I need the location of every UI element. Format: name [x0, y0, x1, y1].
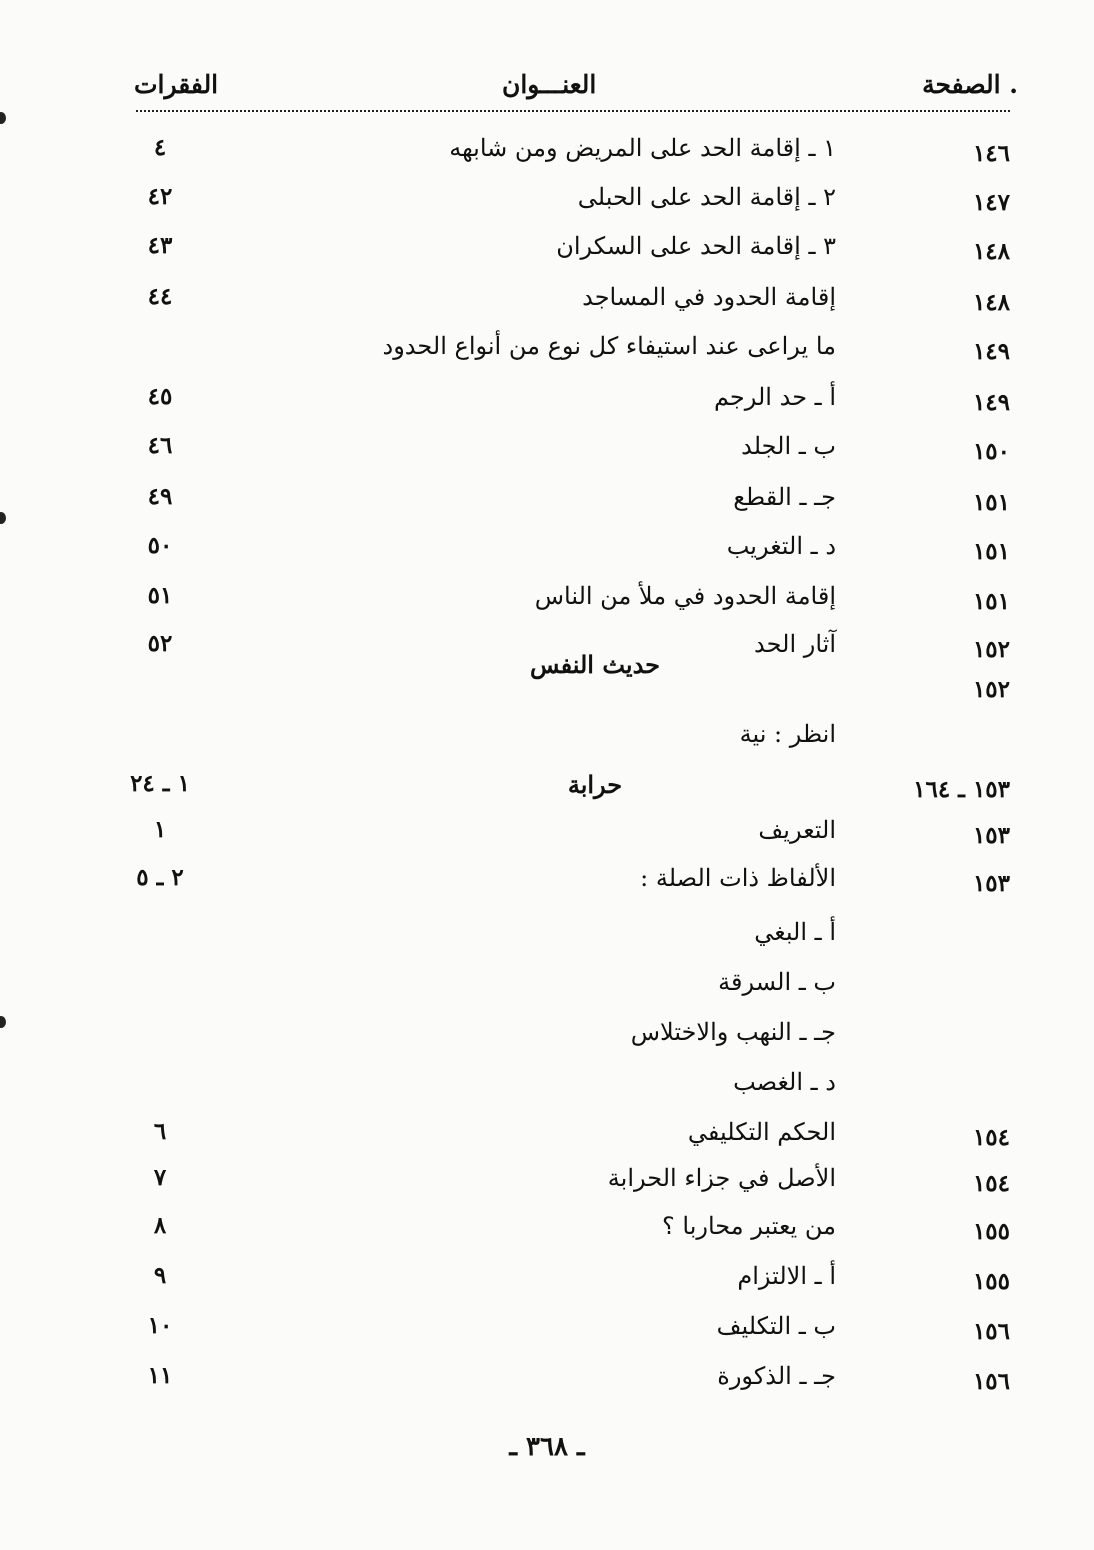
row-title: ١ ـ إقامة الحد على المريض ومن شابهه — [449, 134, 836, 162]
row-paragraphs: ٤٣ — [147, 232, 173, 259]
row-title: إقامة الحدود في المساجد — [582, 283, 836, 311]
row-paragraphs: ٩ — [153, 1262, 167, 1289]
index-row — [0, 332, 1094, 376]
row-title: ما يراعى عند استيفاء كل نوع من أنواع الحدود — [382, 332, 836, 360]
index-row — [0, 582, 1094, 626]
row-page-number: ١٥١ — [972, 489, 1010, 516]
row-title: ب ـ الجلد — [741, 432, 836, 460]
row-title: آثار الحد — [754, 630, 836, 658]
row-page-number: ١٥١ — [972, 538, 1010, 565]
row-title: الحكم التكليفي — [687, 1118, 836, 1146]
row-page-number: ١٤٩ — [972, 389, 1010, 416]
row-paragraphs: ٤٥ — [147, 383, 173, 410]
row-title: انظر : نية — [739, 720, 836, 748]
index-row — [0, 432, 1094, 476]
row-paragraphs: ٤٢ — [147, 183, 173, 210]
index-row — [0, 918, 1094, 962]
index-row — [0, 816, 1094, 860]
row-paragraphs: ٢ ـ ٥ — [136, 864, 184, 891]
row-paragraphs: ١٠ — [147, 1312, 173, 1339]
row-title: الأصل في جزاء الحرابة — [607, 1164, 836, 1192]
row-paragraphs: ١١ — [147, 1362, 173, 1389]
index-row — [0, 532, 1094, 576]
index-row — [0, 183, 1094, 227]
index-row — [0, 650, 1094, 704]
index-row — [0, 1262, 1094, 1306]
row-page-number: ١٤٧ — [972, 189, 1010, 216]
row-heading: حديث النفس — [530, 650, 660, 679]
index-row — [0, 864, 1094, 908]
row-page-number: ١٥٤ — [972, 1124, 1010, 1151]
edge-speck — [0, 112, 6, 124]
row-page-number: ١٤٦ — [972, 140, 1010, 167]
row-page-number: ١٥٤ — [972, 1170, 1010, 1197]
row-title: التعريف — [758, 816, 836, 844]
row-page-number: ١٥٥ — [972, 1218, 1010, 1245]
row-title: د ـ التغريب — [726, 532, 836, 560]
row-paragraphs: ١ — [153, 816, 167, 843]
page-number: ـ ٣٦٨ ـ — [509, 1432, 585, 1462]
row-title: د ـ الغصب — [733, 1068, 836, 1096]
row-page-number: ١٤٨ — [972, 238, 1010, 265]
row-title: أ ـ البغي — [754, 918, 836, 946]
row-title: إقامة الحدود في ملأ من الناس — [534, 582, 836, 610]
row-paragraphs: ٨ — [153, 1212, 167, 1239]
row-page-number: ١٥٣ — [972, 822, 1010, 849]
row-title: ٣ ـ إقامة الحد على السكران — [556, 232, 836, 260]
row-title: ٢ ـ إقامة الحد على الحبلى — [577, 183, 836, 211]
row-page-number: ١٥١ — [972, 588, 1010, 615]
row-title: جـ ـ القطع — [733, 483, 836, 511]
index-row — [0, 1018, 1094, 1062]
index-row — [0, 1362, 1094, 1406]
row-page-number: ١٥٣ — [972, 870, 1010, 897]
index-row — [0, 770, 1094, 814]
row-title: ب ـ السرقة — [718, 968, 836, 996]
row-paragraphs: ٦ — [153, 1118, 167, 1145]
row-page-number: ١٥٠ — [972, 438, 1010, 465]
header-paragraphs-label: الفقرات — [134, 70, 219, 99]
row-title: جـ ـ النهب والاختلاس — [630, 1018, 836, 1046]
index-row — [0, 1312, 1094, 1356]
index-row — [0, 1118, 1094, 1162]
header-dotted-rule — [136, 110, 1010, 112]
row-page-number: ١٥٦ — [972, 1318, 1010, 1345]
row-paragraphs: ٤٦ — [147, 432, 173, 459]
index-row — [0, 968, 1094, 1012]
row-page-number: ١٤٨ — [972, 289, 1010, 316]
row-page-number: ١٥٥ — [972, 1268, 1010, 1295]
row-title: جـ ـ الذكورة — [717, 1362, 836, 1390]
row-page-number: ١٤٩ — [972, 338, 1010, 365]
row-title: أ ـ الالتزام — [737, 1262, 836, 1290]
row-heading: حرابة — [567, 770, 623, 799]
index-row — [0, 134, 1094, 178]
index-row — [0, 283, 1094, 327]
row-title: ب ـ التكليف — [716, 1312, 836, 1340]
row-paragraphs: ١ ـ ٢٤ — [130, 770, 190, 797]
index-row — [0, 232, 1094, 276]
row-page-number: ١٥٢ — [972, 676, 1010, 703]
row-paragraphs: ٥١ — [147, 582, 173, 609]
row-title: الألفاظ ذات الصلة : — [640, 864, 836, 892]
row-page-number: ١٥٣ ـ ١٦٤ — [913, 776, 1010, 803]
row-paragraphs: ٧ — [153, 1164, 167, 1191]
row-page-number: ١٥٦ — [972, 1368, 1010, 1395]
index-row — [0, 1164, 1094, 1208]
row-paragraphs: ٤ — [153, 134, 167, 161]
index-row — [0, 720, 1094, 764]
index-row — [0, 1212, 1094, 1256]
index-row — [0, 383, 1094, 427]
row-paragraphs: ٥٠ — [147, 532, 173, 559]
header-title-label: العنـــوان — [502, 70, 597, 99]
index-row — [0, 483, 1094, 527]
header-page-label: الصفحة . — [922, 70, 1018, 99]
index-row — [0, 1068, 1094, 1112]
row-paragraphs: ٥٢ — [147, 630, 173, 657]
row-page-number: ١٥٢ — [972, 636, 1010, 663]
row-title: من يعتبر محاربا ؟ — [662, 1212, 836, 1240]
row-title: أ ـ حد الرجم — [713, 383, 836, 411]
row-paragraphs: ٤٩ — [147, 483, 173, 510]
row-paragraphs: ٤٤ — [147, 283, 173, 310]
